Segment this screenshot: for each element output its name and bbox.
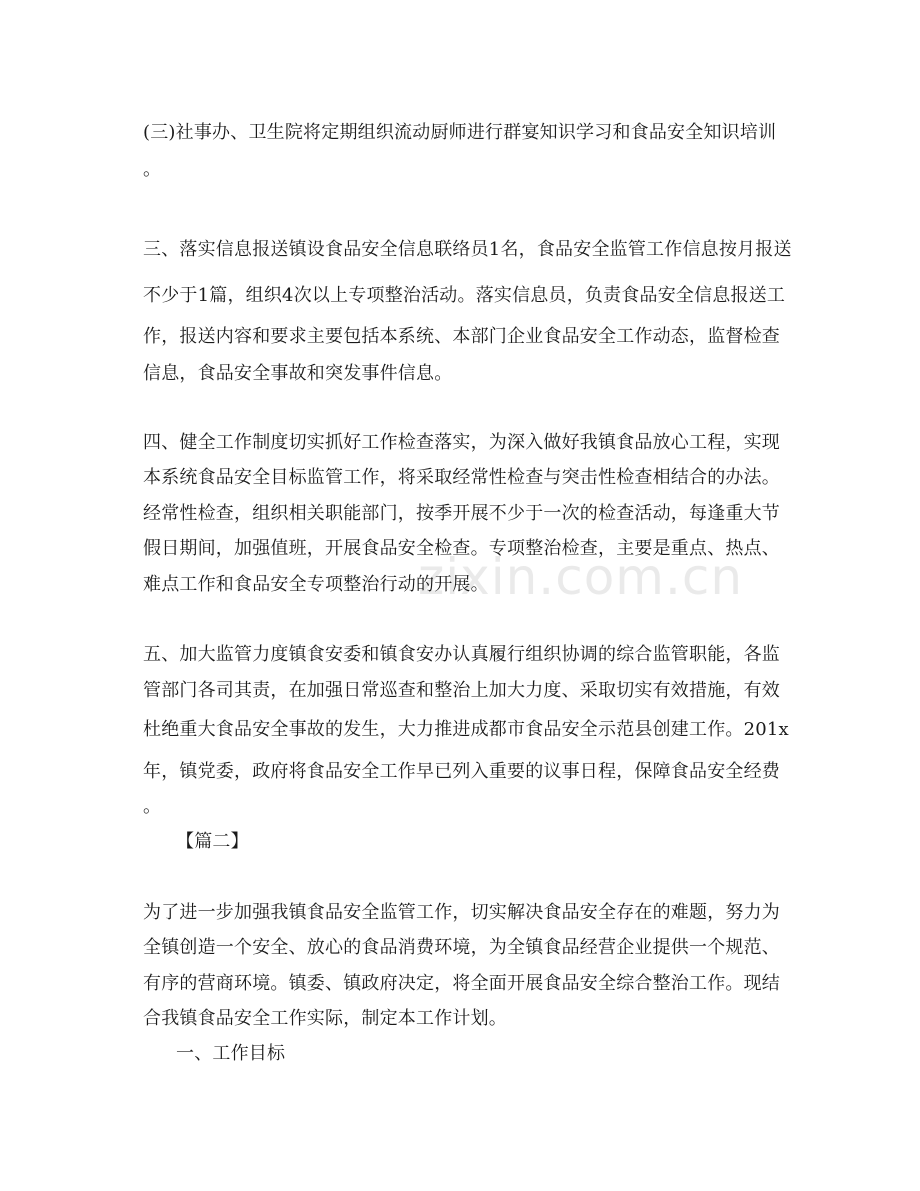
text-line: 假日期间，加强值班，开展食品安全检查。专项整治检查，主要是重点、热点、 xyxy=(143,538,780,559)
text-line: 难点工作和食品安全专项整治行动的开展。 xyxy=(143,574,489,595)
text-line: (三)社事办、卫生院将定期组织流动厨师进行群宴知识学习和食品安全知识培训 xyxy=(143,122,777,143)
watermark: zixin.com.cn xyxy=(418,548,744,606)
section-heading: 【篇二】 xyxy=(176,831,249,852)
text-line: 四、健全工作制度切实抓好工作检查落实，为深入做好我镇食品放心工程，实现 xyxy=(143,432,780,453)
text-line: 管部门各司其责，在加强日常巡查和整治上加大力度、采取切实有效措施，有效 xyxy=(143,680,780,701)
text-line: 为了进一步加强我镇食品安全监管工作，切实解决食品安全存在的难题，努力为 xyxy=(143,902,780,923)
text-line: 有序的营商环境。镇委、镇政府决定，将全面开展食品安全综合整治工作。现结 xyxy=(143,973,780,994)
text-line: 经常性检查，组织相关职能部门，按季开展不少于一次的检查活动，每逢重大节 xyxy=(143,503,780,524)
text-line: 全镇创造一个安全、放心的食品消费环境，为全镇食品经营企业提供一个规范、 xyxy=(143,937,780,958)
text-line: 。 xyxy=(143,796,162,817)
text-line: 作，报送内容和要求主要包括本系统、本部门企业食品安全工作动态，监督检查 xyxy=(143,326,780,347)
text-line: 杜绝重大食品安全事故的发生，大力推进成都市食品安全示范县创建工作。201x xyxy=(143,719,789,740)
subsection-heading: 一、工作目标 xyxy=(176,1043,286,1064)
text-line: 合我镇食品安全工作实际，制定本工作计划。 xyxy=(143,1008,507,1029)
text-line: 三、落实信息报送镇设食品安全信息联络员1名，食品安全监管工作信息按月报送 xyxy=(143,239,792,260)
text-line: 信息，食品安全事故和突发事件信息。 xyxy=(143,363,453,384)
text-line: 不少于1篇，组织4次以上专项整治活动。落实信息员，负责食品安全信息报送工 xyxy=(143,285,786,306)
text-line: 本系统食品安全目标监管工作，将采取经常性检查与突击性检查相结合的办法。 xyxy=(143,467,780,488)
text-line: 年，镇党委，政府将食品安全工作早已列入重要的议事日程，保障食品安全经费 xyxy=(143,761,780,782)
text-line: 五、加大监管力度镇食安委和镇食安办认真履行组织协调的综合监管职能，各监 xyxy=(143,644,780,665)
text-line: 。 xyxy=(143,159,162,180)
